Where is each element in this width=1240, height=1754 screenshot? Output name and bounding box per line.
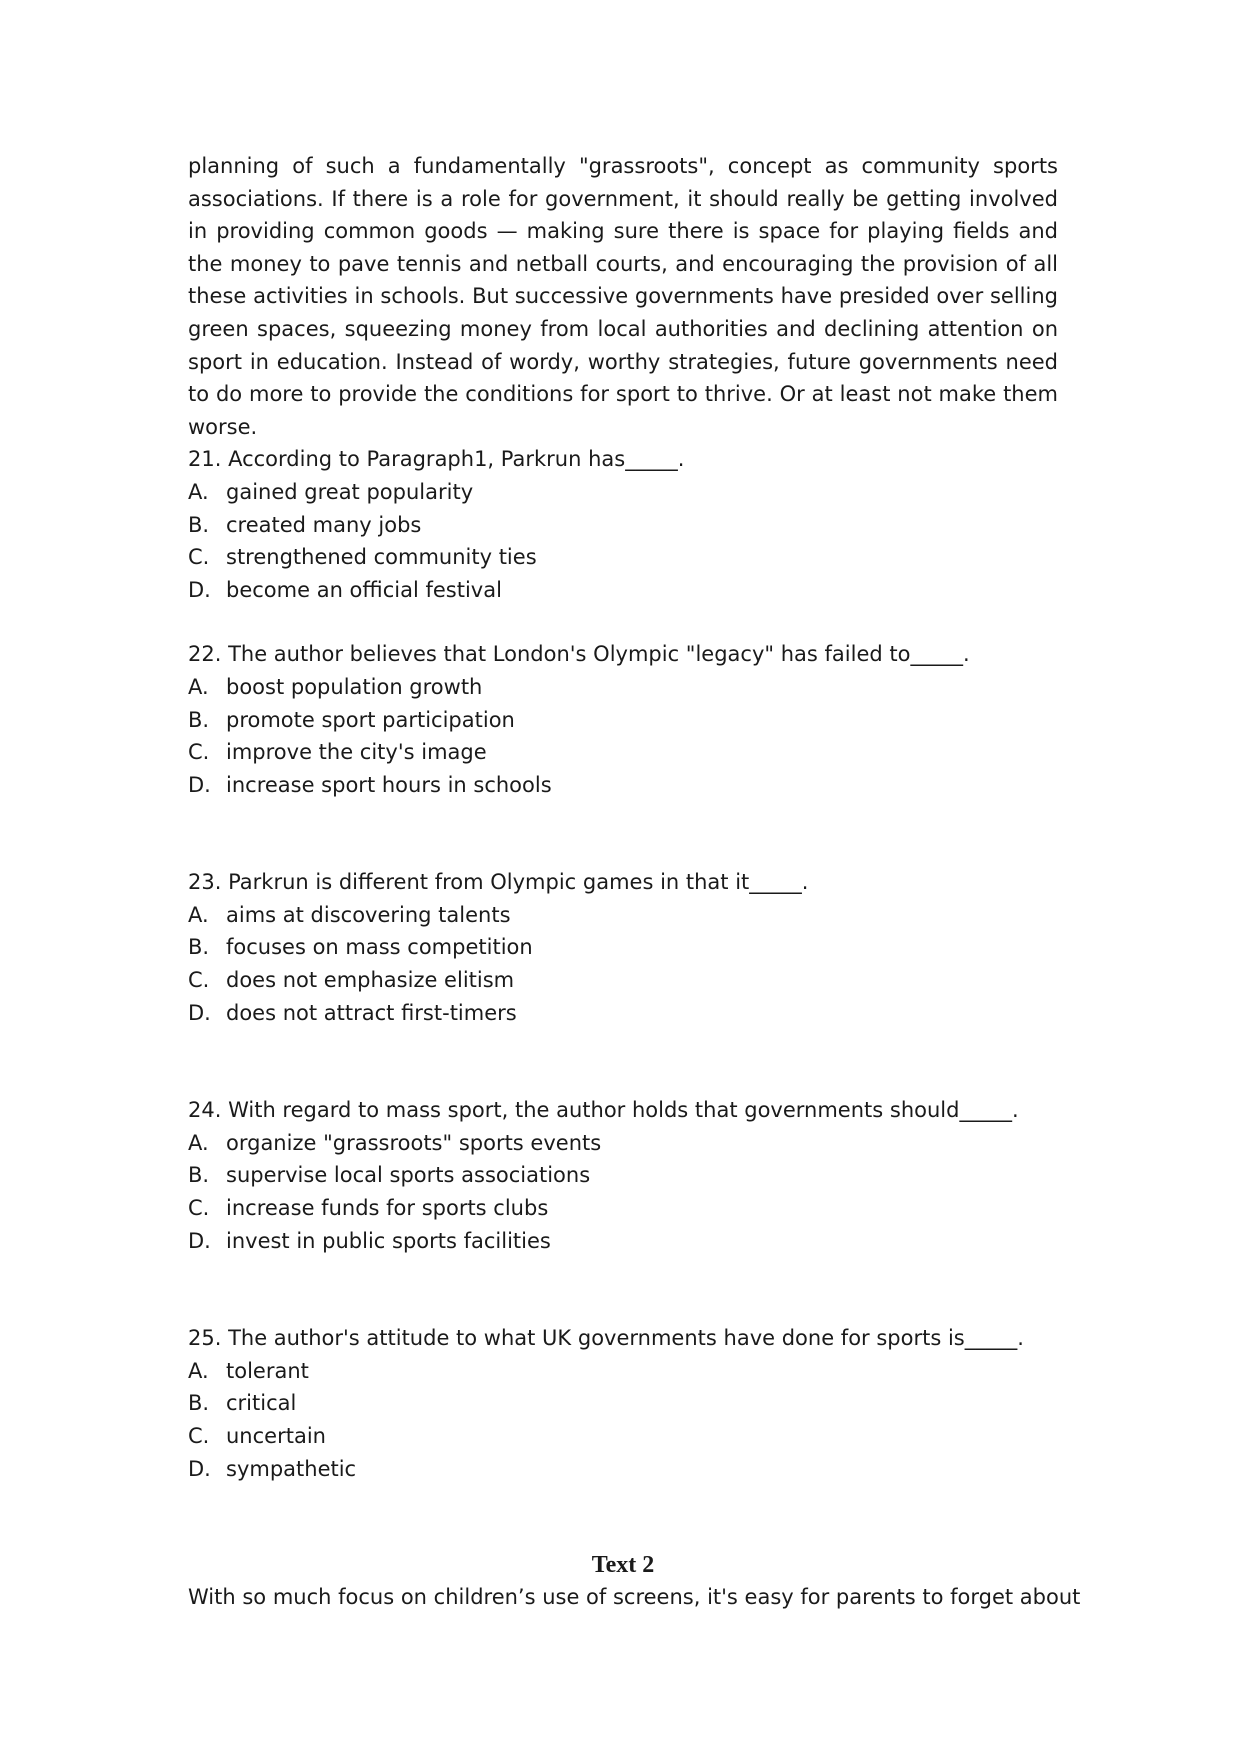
option-letter: D. (188, 577, 211, 602)
option-d (188, 997, 1058, 1030)
option-text: become an official festival (226, 577, 502, 602)
option-text: supervise local sports associations (226, 1163, 591, 1188)
option-c (188, 1420, 1058, 1453)
option-letter: D. (188, 772, 211, 797)
spacer (188, 1257, 1058, 1322)
option-text: strengthened community ties (226, 545, 537, 570)
option-text: created many jobs (226, 512, 422, 537)
question-22 (188, 638, 1058, 801)
option-letter: C. (188, 545, 210, 570)
option-letter: B. (188, 512, 210, 537)
spacer (188, 606, 1058, 638)
option-letter: A. (188, 1130, 209, 1155)
spacer (188, 1485, 1058, 1549)
option-c (188, 541, 1058, 574)
option-text: increase sport hours in schools (226, 772, 552, 797)
question-25 (188, 1322, 1058, 1485)
question-stem: 24. With regard to mass sport, the author holds that governments should_____. (188, 1098, 1019, 1123)
option-c (188, 964, 1058, 997)
option-text: uncertain (226, 1424, 326, 1448)
passage-first-line: With so much focus on children’s use of screens, it's easy for parents to forget about (188, 1585, 1081, 1610)
option-b (188, 1159, 1058, 1192)
option-d (188, 574, 1058, 607)
option-letter: B. (188, 707, 210, 732)
question-24 (188, 1094, 1058, 1257)
option-d (188, 769, 1058, 802)
option-b (188, 931, 1058, 964)
option-letter: C. (188, 740, 210, 765)
document-page (188, 150, 1081, 1614)
option-letter: A. (188, 1358, 209, 1383)
option-text: tolerant (226, 1358, 309, 1383)
option-letter: C. (188, 1424, 210, 1448)
option-b (188, 704, 1058, 737)
option-text: aims at discovering talents (226, 902, 511, 927)
option-text: increase funds for sports clubs (226, 1196, 549, 1221)
question-stem: 22. The author believes that London's Olympic "legacy" has failed to_____. (188, 642, 970, 667)
option-letter: A. (188, 674, 209, 699)
question-stem: 21. According to Paragraph1, Parkrun has_____. (188, 447, 685, 472)
option-letter: B. (188, 1163, 210, 1188)
option-a (188, 1127, 1058, 1160)
option-text: sympathetic (226, 1456, 357, 1481)
option-letter: C. (188, 968, 210, 993)
option-text: promote sport participation (226, 707, 515, 732)
option-b (188, 1387, 1058, 1420)
option-d (188, 1453, 1058, 1486)
option-letter: B. (188, 1391, 210, 1416)
option-a (188, 671, 1058, 704)
option-letter: D. (188, 1000, 211, 1025)
spacer (188, 801, 1058, 866)
option-letter: D. (188, 1456, 211, 1481)
question-21 (188, 443, 1058, 606)
option-text: organize "grassroots" sports events (226, 1130, 602, 1155)
passage-paragraph: planning of such a fundamentally "grassroots", concept as community sports associations. If there is a role for government, it should really be getting involved in providing common goods — making sure there is space for playing fields and the money to pave tennis and netball courts, and encouraging the provision of all these activities in schools. But successive governments have presided over selling green spaces, squeezing money from local authorities and declining attention on sport in education. Instead of wordy, worthy strategies, future governments need to do more to provide the conditions for sport to thrive. Or at least not make them worse. (188, 154, 1058, 439)
option-text: focuses on mass competition (226, 935, 533, 960)
option-d (188, 1225, 1058, 1258)
option-letter: B. (188, 935, 210, 960)
option-text: boost population growth (226, 674, 483, 699)
spacer (188, 1029, 1058, 1094)
question-stem: 23. Parkrun is different from Olympic games in that it_____. (188, 870, 809, 895)
option-text: does not attract first-timers (226, 1000, 517, 1025)
option-text: gained great popularity (226, 479, 474, 504)
option-c (188, 736, 1058, 769)
option-text: critical (226, 1391, 297, 1416)
option-letter: A. (188, 479, 209, 504)
option-a (188, 899, 1058, 932)
option-b (188, 509, 1058, 542)
option-letter: D. (188, 1228, 211, 1253)
option-letter: A. (188, 902, 209, 927)
option-c (188, 1192, 1058, 1225)
question-23 (188, 866, 1058, 1029)
option-text: does not emphasize elitism (226, 968, 515, 993)
option-a (188, 476, 1058, 509)
option-letter: C. (188, 1196, 210, 1221)
option-text: improve the city's image (226, 740, 487, 765)
section-heading: Text 2 (591, 1552, 655, 1579)
option-a (188, 1355, 1058, 1388)
question-stem: 25. The author's attitude to what UK governments have done for sports is_____. (188, 1326, 1024, 1351)
option-text: invest in public sports facilities (226, 1228, 551, 1253)
